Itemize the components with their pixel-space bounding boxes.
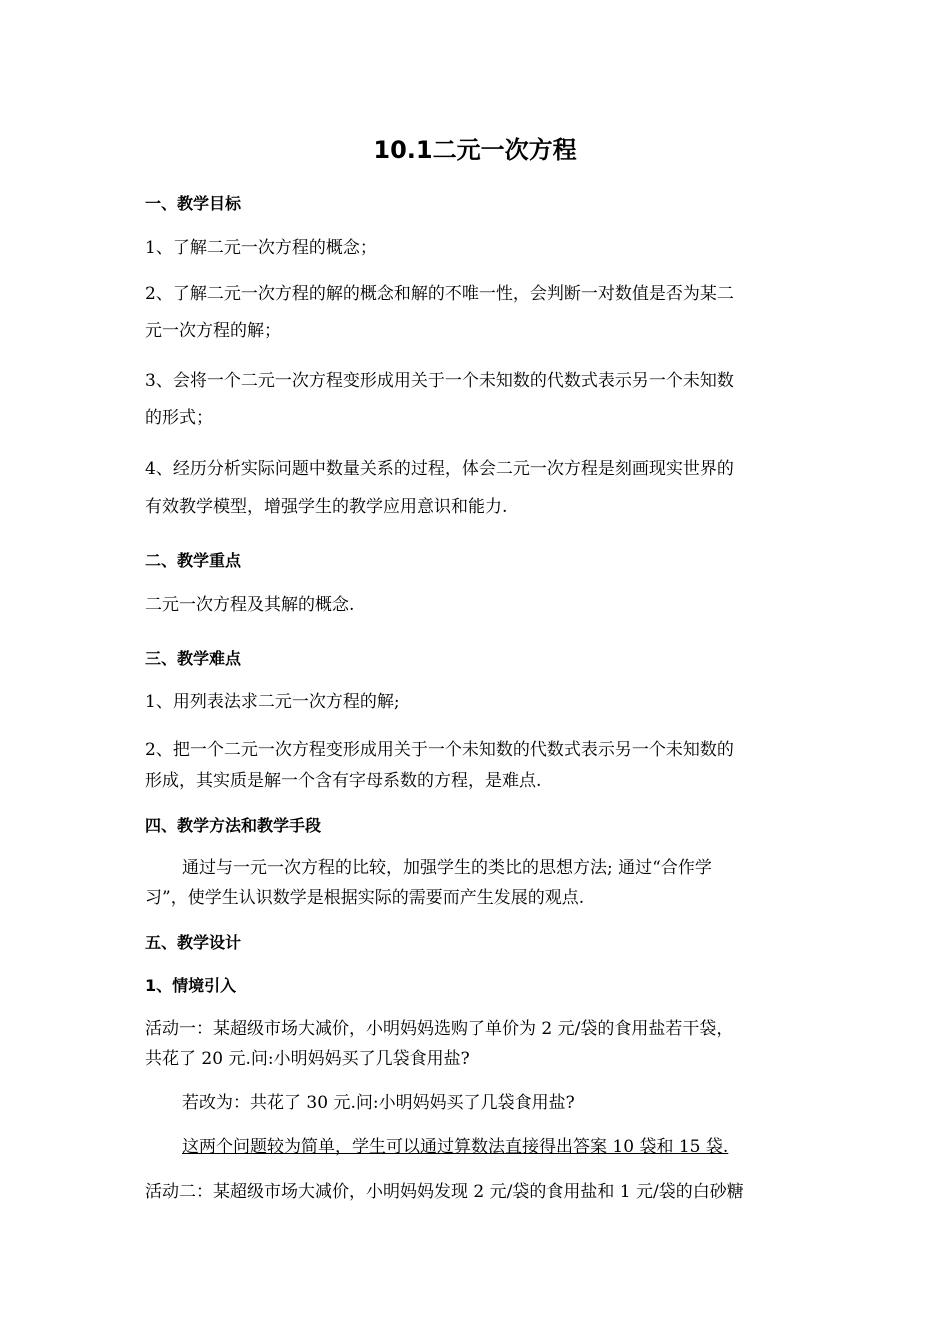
methods-paragraph-line: 通过与一元一次方程的比较，加强学生的类比的思想方法; 通过“合作学 <box>182 858 712 878</box>
objective-item: 4、经历分析实际问题中数量关系的过程，体会二元一次方程是刻画现实世界的 <box>145 459 734 479</box>
section-heading-methods: 四、教学方法和教学手段 <box>145 816 322 835</box>
subsection-heading-intro: 1、情境引入 <box>145 976 237 995</box>
section-heading-key-points: 二、教学重点 <box>145 551 242 570</box>
section-heading-objectives: 一、教学目标 <box>145 194 242 213</box>
activity-one-variant: 若改为：共花了 30 元.问:小明妈妈买了几袋食用盐? <box>182 1093 575 1113</box>
section-heading-design: 五、教学设计 <box>145 933 242 952</box>
objective-item-continued: 有效教学模型，增强学生的教学应用意识和能力. <box>145 497 508 517</box>
difficulty-item: 1、用列表法求二元一次方程的解; <box>145 692 400 712</box>
objective-item: 1、了解二元一次方程的概念； <box>145 238 377 258</box>
methods-paragraph-line: 习”，使学生认识数学是根据实际的需要而产生发展的观点. <box>145 888 585 908</box>
objective-item-continued: 元一次方程的解； <box>145 321 281 341</box>
objective-item: 3、会将一个二元一次方程变形成用关于一个未知数的代数式表示另一个未知数 <box>145 371 734 391</box>
page-title: 10.1二元一次方程 <box>373 136 577 164</box>
objective-item: 2、了解二元一次方程的解的概念和解的不唯一性，会判断一对数值是否为某二 <box>145 284 734 304</box>
activity-one-note: 这两个问题较为简单，学生可以通过算数法直接得出答案 10 袋和 15 袋. <box>182 1137 729 1157</box>
activity-one-line: 共花了 20 元.问:小明妈妈买了几袋食用盐? <box>145 1049 470 1069</box>
key-points-text: 二元一次方程及其解的概念. <box>145 595 355 615</box>
difficulty-item: 2、把一个二元一次方程变形成用关于一个未知数的代数式表示另一个未知数的 <box>145 740 734 760</box>
difficulty-item-continued: 形成，其实质是解一个含有字母系数的方程，是难点. <box>145 771 542 791</box>
section-heading-difficulties: 三、教学难点 <box>145 649 242 668</box>
activity-one-line: 活动一：某超级市场大减价，小明妈妈选购了单价为 2 元/袋的食用盐若干袋， <box>145 1019 734 1039</box>
objective-item-continued: 的形式； <box>145 408 213 428</box>
activity-two-line: 活动二：某超级市场大减价，小明妈妈发现 2 元/袋的食用盐和 1 元/袋的白砂糖 <box>145 1182 744 1202</box>
